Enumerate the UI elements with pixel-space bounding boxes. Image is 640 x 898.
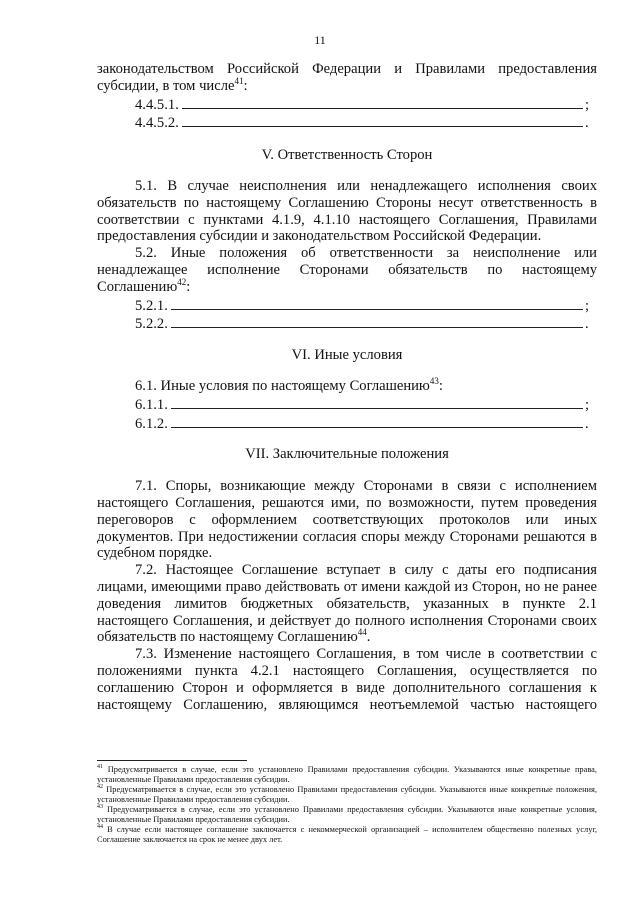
footnote-ref-43: 43: [429, 376, 439, 387]
blank-label: 5.2.1.: [135, 297, 168, 314]
footnote-text: Предусматривается в случае, если это установлено Правилами предоставления субсидии. Указываются иные конкретные условия, установленные Правилами предоставления субсидии.: [97, 805, 597, 824]
footnote-text: Предусматривается в случае, если это установлено Правилами предоставления субсидии. Указываются иные конкретные положения, установленные Правилами предоставления субсидии.: [97, 785, 597, 804]
footnotes: [97, 765, 597, 845]
footnote-ref-42: 42: [177, 276, 187, 287]
intro-text: законодательством Российской Федерации и Правилами предоставления субсидии, в том числе: [97, 61, 597, 94]
section-5-heading: V. Ответственность Сторон: [261, 147, 433, 164]
blank-label: 5.2.2.: [135, 316, 168, 333]
blank-label: 6.1.1.: [135, 396, 168, 413]
intro-paragraph: [97, 61, 597, 95]
page-number: 11: [314, 33, 326, 47]
footnote-text: Предусматривается в случае, если это установлено Правилами предоставления субсидии. Указываются иные конкретные права, установленные Правилами предоставления субсидии.: [97, 765, 597, 784]
footnote-44: [97, 825, 597, 845]
blank-end-mark: ;: [585, 297, 590, 314]
blank-label: 4.4.5.1.: [135, 96, 179, 113]
blank-label: 4.4.5.2.: [135, 115, 179, 132]
document-body: [97, 61, 597, 713]
paragraph-7-1: 7.1. Споры, возникающие между Сторонами в связи с исполнением настоящего Соглашения, решаются ими, по возможности, путем проведения переговоров с оформлением соответствующих протоколов или иных документов. При недостижении согласия споры между Сторонами решаются в судебном порядке.: [97, 478, 597, 562]
fill-in-line: [171, 414, 583, 428]
paragraph-7-3: 7.3. Изменение настоящего Соглашения, в том числе в соответствии с положениями пункта 4.2.1 настоящего Соглашения, осуществляется по соглашению Сторон и оформляется в виде дополнительного соглашения к настоящему Соглашению, являющимся неотъемлемой частью настоящего: [97, 646, 597, 713]
fill-in-line: [182, 113, 583, 127]
paragraph-5-2-colon: :: [186, 278, 191, 295]
blank-end-mark: .: [585, 115, 589, 132]
blank-label: 6.1.2.: [135, 415, 168, 432]
fill-in-line: [182, 95, 583, 109]
blank-end-mark: ;: [585, 396, 590, 413]
footnote-42: [97, 785, 597, 805]
footnote-ref-41: 41: [234, 75, 244, 86]
paragraph-7-2-text: 7.2. Настоящее Соглашение вступает в силу с даты его подписания лицами, имеющими право действовать от имени каждой из Сторон, но не ранее доведения лимитов бюджетных обязательств, указанных в пункте 2.1 настоящего Соглашения, и действует до полного исполнения Сторонами своих обязательств по настоящему Соглашению: [97, 562, 597, 646]
blank-line-4-4-5-1: [97, 95, 597, 114]
blank-line-5-2-2: [97, 314, 597, 333]
blank-line-5-2-1: [97, 296, 597, 315]
footnote-text: В случае если настоящее соглашение заключается с некоммерческой организацией – исполнителем общественно полезных услуг, Соглашение заключается на срок не менее двух лет.: [97, 825, 597, 844]
paragraph-5-2: [97, 245, 597, 295]
footnote-41: [97, 765, 597, 785]
blank-end-mark: .: [585, 316, 589, 333]
fill-in-line: [171, 296, 583, 310]
paragraph-6-1: [97, 378, 597, 395]
paragraph-7-2-end: .: [366, 629, 371, 646]
section-7-heading: VII. Заключительные положения: [245, 446, 449, 463]
footnote-number: 42: [97, 784, 103, 791]
paragraph-7-2: [97, 562, 597, 646]
blank-end-mark: .: [585, 415, 589, 432]
blank-line-6-1-2: [97, 414, 597, 433]
blank-end-mark: ;: [585, 96, 590, 113]
paragraph-5-1: 5.1. В случае неисполнения или ненадлежащего исполнения своих обязательств по настоящему Соглашению Стороны несут ответственность в соответствии с пунктами 4.1.9, 4.1.10 настоящего Соглашения, Правилами предоставления субсидии и законодательством Российской Федерации.: [97, 177, 597, 245]
intro-colon: :: [243, 77, 248, 94]
paragraph-6-1-colon: :: [438, 377, 443, 394]
blank-line-6-1-1: [97, 395, 597, 414]
footnote-43: [97, 805, 597, 825]
footnote-separator: [97, 760, 247, 761]
footnote-number: 41: [97, 764, 103, 771]
paragraph-5-2-text: 5.2. Иные положения об ответственности за неисполнение или ненадлежащее исполнение Сторонами обязательств по настоящему Соглашению: [97, 245, 597, 295]
footnote-ref-44: 44: [357, 627, 367, 638]
fill-in-line: [171, 395, 583, 409]
section-6-heading: VI. Иные условия: [291, 347, 403, 364]
paragraph-6-1-text: 6.1. Иные условия по настоящему Соглашению: [135, 377, 430, 394]
footnote-number: 43: [97, 804, 103, 811]
fill-in-line: [171, 314, 583, 328]
blank-line-4-4-5-2: [97, 113, 597, 132]
footnote-number: 44: [97, 824, 103, 831]
